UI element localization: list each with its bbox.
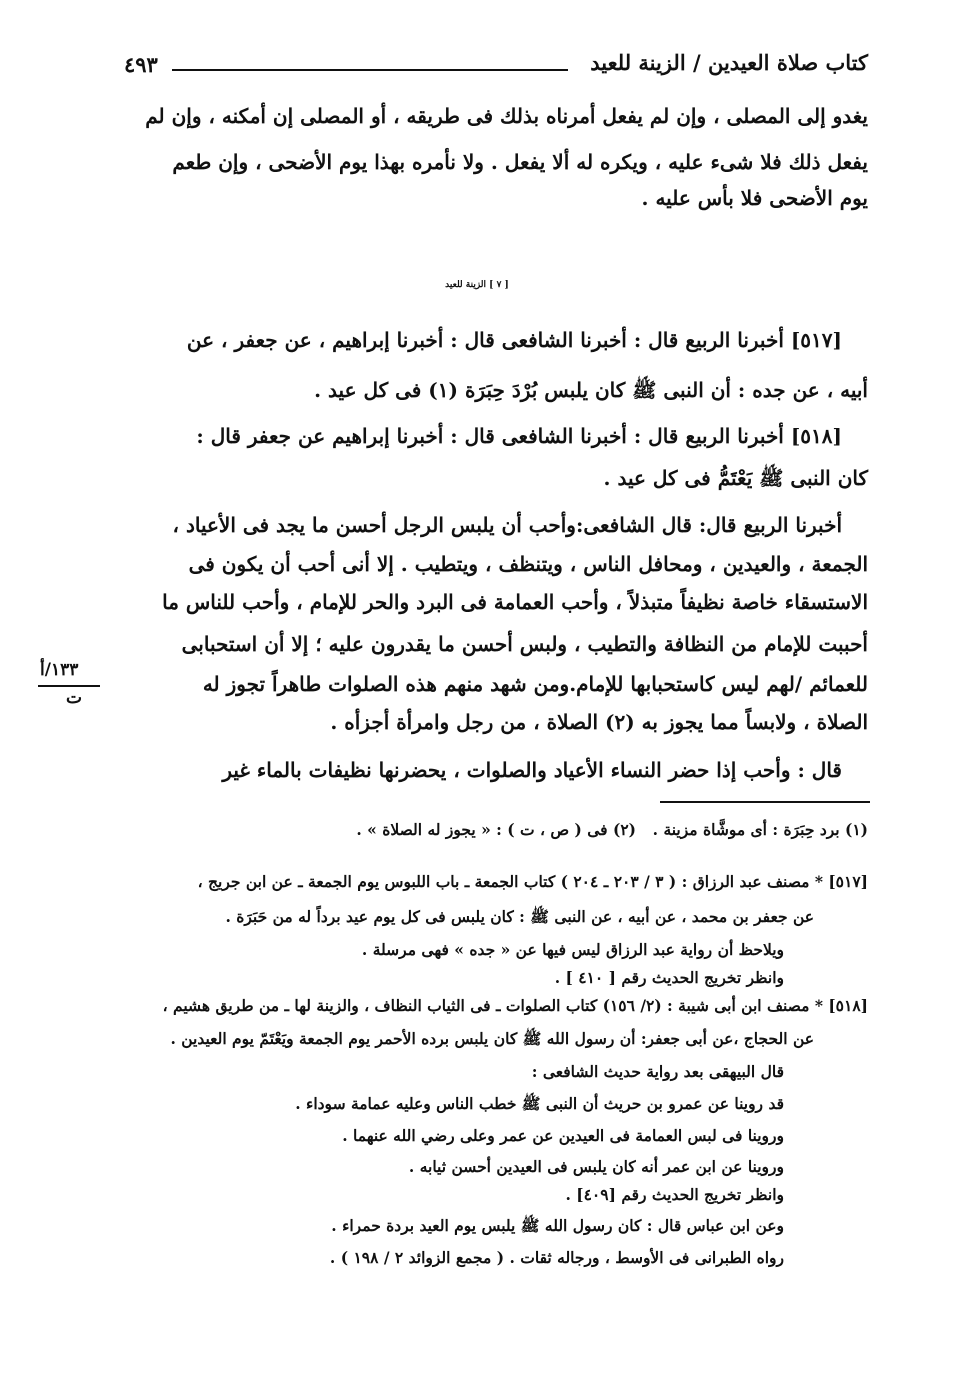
intro-line: يغدو إلى المصلى ، وإن لم يفعل أمرناه بذلك فى طريقه ، أو المصلى إن أمكنه ، وإن لم	[145, 104, 868, 128]
hadith-518-line: كان النبى ﷺ يَعْتَمُّ فى كل عيد .	[603, 466, 868, 490]
paragraph-line: الصلاة ، ولابساً مما يجوز به (٢) الصلاة ، من رجل وامرأة أجزأه .	[330, 710, 868, 734]
takhrij-line: [٥١٨] * مصنف ابن أبى شيبة : (٢/ ١٥٦) كتاب الصلوات ـ فى الثياب النظاف ، والزينة لها ـ من طريق هشيم ،	[162, 996, 868, 1015]
intro-line: يوم الأضحى فلا بأس عليه .	[641, 186, 868, 210]
footnote-2: (٢) فى ( ص ، ت ) : « يجوز له الصلاة » .	[356, 820, 636, 839]
takhrij-line: وانظر تخريج الحديث رقم [ ٤١٠ ] .	[554, 968, 784, 987]
header-rule	[172, 69, 568, 71]
section-title: [ ٧ ] الزينة للعيد	[445, 280, 509, 290]
takhrij-line: رواه الطبرانى فى الأوسط ، ورجاله ثقات . ( مجمع الزوائد ٢ / ١٩٨ ) .	[329, 1248, 784, 1267]
running-header: كتاب صلاة العيدين / الزينة للعيد	[590, 50, 868, 75]
hadith-517-line: [٥١٧] أخبرنا الربيع قال : أخبرنا الشافعى قال : أخبرنا إبراهيم ، عن جعفر ، عن	[186, 328, 842, 352]
paragraph-line: قال : وأحب إذا حضر النساء الأعياد والصلوات ، يحضرنها نظيفات بالماء غير	[222, 758, 842, 782]
paragraph-line: للعمائم /لهم ليس كاستحبابها للإمام.ومن شهد منهم هذه الصلوات طاهراً تجوز له	[202, 672, 868, 696]
takhrij-line: عن الحجاج ،عن أبى جعفر: أن رسول الله ﷺ كان يلبس برده الأحمر يوم الجمعة ويَعْتَمّ يوم العيدين .	[170, 1029, 814, 1048]
page-number: ٤٩٣	[124, 52, 158, 77]
margin-manuscript-letter: ت	[66, 688, 83, 708]
margin-folio-ref: ١٣٣/أ	[40, 660, 79, 680]
takhrij-line: وروينا عن ابن عمر أنه كان يلبس فى العيدين أحسن ثيابه .	[408, 1157, 784, 1176]
takhrij-line: وروينا فى لبس العمامة فى العيدين عن عمر وعلى رضي الله عنهما .	[342, 1126, 784, 1145]
takhrij-line: عن جعفر بن محمد ، عن أبيه ، عن النبى ﷺ : كان يلبس فى كل يوم عيد برداً له من حَبَرَة .	[225, 907, 814, 926]
footnote-1: (١) برد حِبَرَة : أى موشَّاة مزينة .	[652, 820, 868, 839]
footnote-rule	[660, 801, 870, 803]
hadith-517-line: أبيه ، عن جده : أن النبى ﷺ كان يلبس بُرْدَ حِبَرَة (١) فى كل عيد .	[314, 378, 868, 402]
margin-note-rule	[38, 685, 100, 687]
takhrij-line: ويلاحظ أن رواية عبد الرزاق ليس فيها عن « جده » فهى مرسلة .	[361, 940, 784, 959]
paragraph-line: الاستسقاء خاصة نظيفاً متبذلاً ، وأحب العمامة فى البرد والحر للإمام ، وأحب للناس ما	[162, 590, 868, 614]
intro-line: يفعل ذلك فلا شىء عليه ، ويكره له ألا يفعل . ولا نأمره بهذا يوم الأضحى ، وإن طعم	[172, 150, 868, 174]
takhrij-line: قال البيهقى بعد رواية حديث الشافعى :	[531, 1062, 784, 1081]
paragraph-line: أخبرنا الربيع قال: قال الشافعى:وأحب أن يلبس الرجل أحسن ما يجد فى الأعياد ،	[172, 513, 842, 537]
paragraph-line: أحببت للإمام من النظافة والتطيب ، ولبس أحسن ما يقدرون عليه ؛ إلا أن استحبابى	[181, 632, 868, 656]
takhrij-line: قد روينا عن عمرو بن حريث أن النبى ﷺ خطب الناس وعليه عمامة سوداء .	[295, 1094, 784, 1113]
takhrij-line: وعن ابن عباس قال : كان رسول الله ﷺ يلبس يوم العيد بردة حمراء .	[331, 1216, 784, 1235]
paragraph-line: الجمعة ، والعيدين ، ومحافل الناس ، ويتنظف ، ويتطيب . إلا أنى أحب أن يكون فى	[188, 552, 868, 576]
hadith-518-line: [٥١٨] أخبرنا الربيع قال : أخبرنا الشافعى قال : أخبرنا إبراهيم عن جعفر قال :	[196, 424, 842, 448]
takhrij-line: [٥١٧] * مصنف عبد الرزاق : ( ٣ / ٢٠٣ ـ ٢٠٤ ) كتاب الجمعة ـ باب اللبوس يوم الجمعة ـ عن ابن جريج ،	[197, 872, 868, 891]
takhrij-line: وانظر تخريج الحديث رقم [٤٠٩] .	[565, 1185, 784, 1204]
